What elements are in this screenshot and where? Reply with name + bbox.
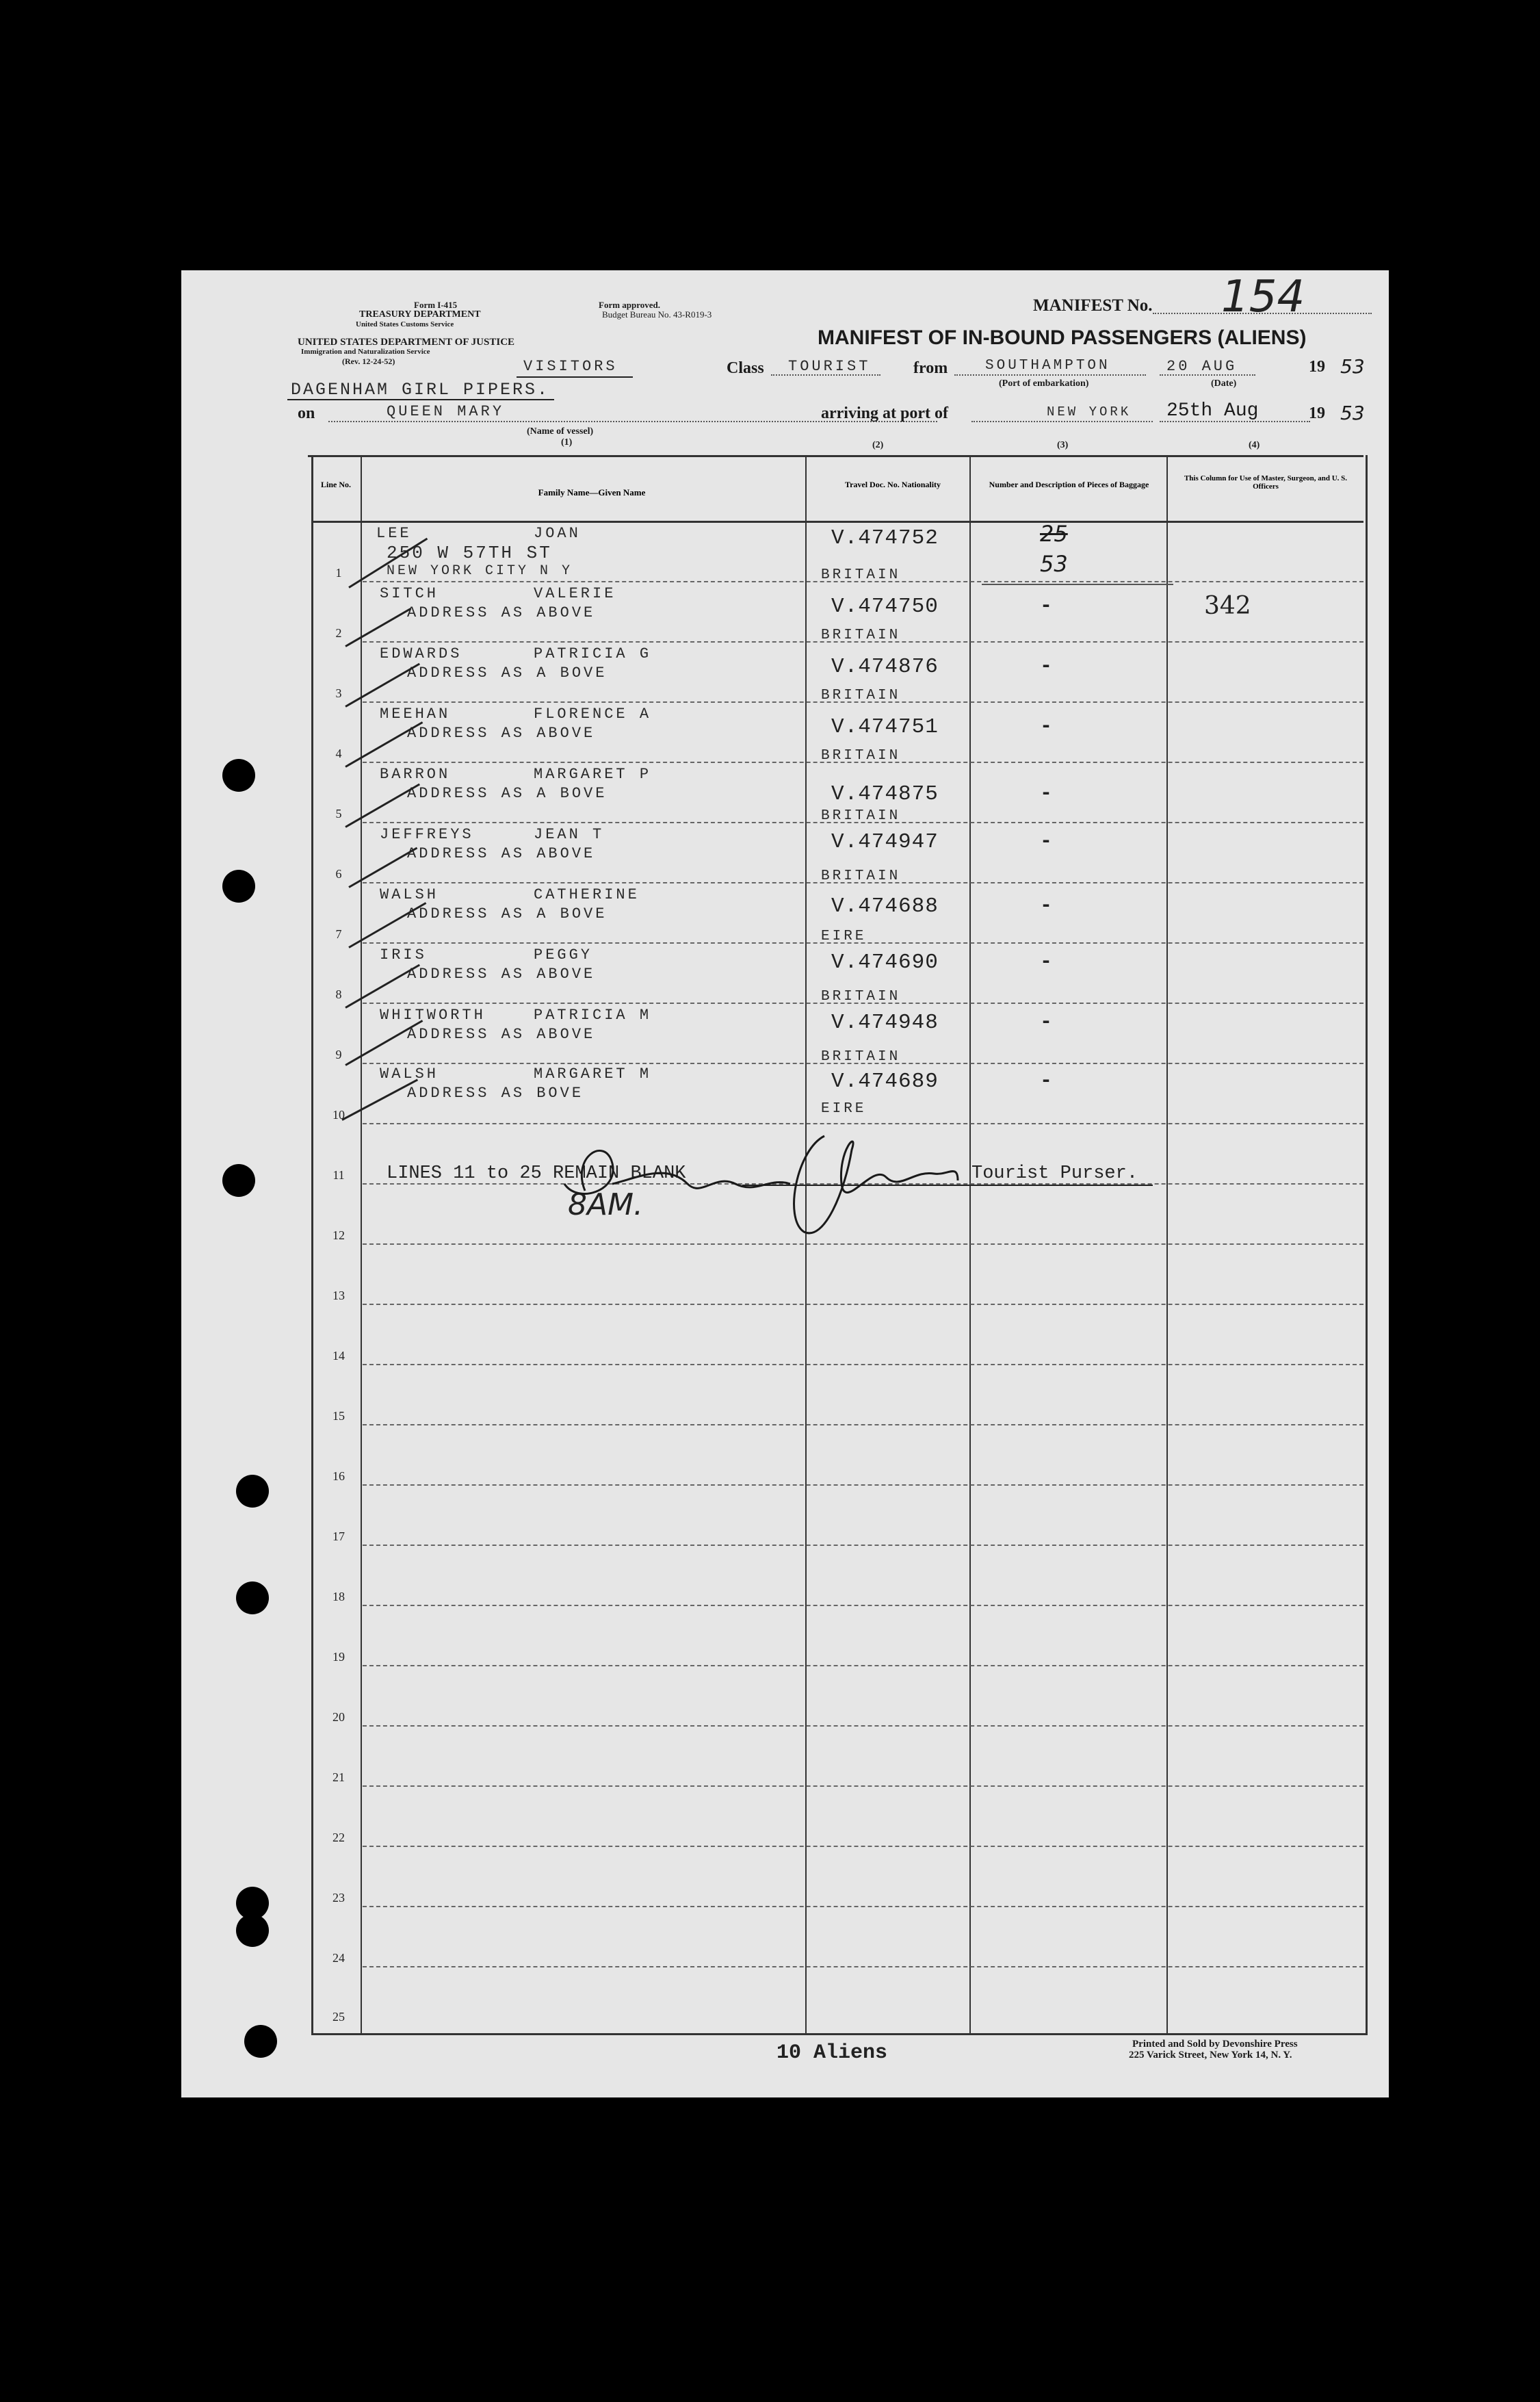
form-approved: Form approved. bbox=[599, 300, 661, 310]
nationality: BRITAIN bbox=[821, 748, 901, 764]
address-line-1: ADDRESS AS ABOVE bbox=[407, 1026, 596, 1043]
col-header-line-no: Line No. bbox=[320, 480, 351, 489]
given-name: JEAN T bbox=[534, 826, 605, 843]
port-line bbox=[971, 421, 1153, 422]
line-number: 21 bbox=[332, 1770, 345, 1784]
travel-doc-number: V.474750 bbox=[831, 595, 939, 619]
line-number: 16 bbox=[332, 1469, 345, 1483]
justice-dept: UNITED STATES DEPARTMENT OF JUSTICE bbox=[298, 337, 515, 348]
handwritten-time: 8AM. bbox=[568, 1187, 644, 1222]
address-line-1: ADDRESS AS ABOVE bbox=[407, 845, 596, 862]
punch-hole bbox=[222, 1164, 255, 1197]
nationality: BRITAIN bbox=[821, 868, 901, 884]
travel-doc-number: V.474948 bbox=[831, 1011, 939, 1035]
vessel-name: QUEEN MARY bbox=[387, 403, 505, 420]
alien-count: 10 Aliens bbox=[776, 2041, 888, 2065]
row-divider bbox=[363, 1364, 1363, 1365]
line-number: 9 bbox=[335, 1048, 342, 1061]
row-divider bbox=[363, 1785, 1363, 1787]
group-underline bbox=[287, 399, 554, 400]
line-number: 3 bbox=[335, 686, 342, 700]
family-name: EDWARDS bbox=[380, 645, 462, 662]
family-name: MEEHAN bbox=[380, 706, 451, 723]
col-num-4: (4) bbox=[1249, 440, 1260, 450]
vessel-sublabel: (Name of vessel) bbox=[527, 426, 594, 437]
nationality: BRITAIN bbox=[821, 1049, 901, 1065]
travel-doc-number: V.474690 bbox=[831, 951, 939, 974]
given-name: MARGARET P bbox=[534, 766, 652, 783]
row-divider bbox=[363, 1605, 1363, 1606]
col-header-officers: This Column for Use of Master, Surgeon, and U. S. Officers bbox=[1184, 474, 1348, 491]
family-name: SITCH bbox=[380, 585, 439, 602]
baggage-none: - bbox=[1040, 715, 1053, 738]
travel-doc-number: V.474947 bbox=[831, 830, 939, 854]
line-number: 10 bbox=[332, 1108, 345, 1122]
baggage-underline bbox=[982, 584, 1173, 585]
col-num-2: (2) bbox=[872, 440, 884, 450]
punch-hole bbox=[222, 870, 255, 903]
line-number: 6 bbox=[335, 867, 342, 881]
address-line-1: ADDRESS AS A BOVE bbox=[407, 905, 608, 922]
nationality: BRITAIN bbox=[821, 567, 901, 583]
travel-doc-number: V.474751 bbox=[831, 715, 939, 739]
col-divider-line bbox=[361, 455, 362, 2033]
ins-service: Immigration and Naturalization Service bbox=[301, 348, 430, 356]
address-line-1: ADDRESS AS A BOVE bbox=[407, 785, 608, 802]
family-name: WALSH bbox=[380, 1066, 439, 1083]
travel-doc-number: V.474752 bbox=[831, 526, 939, 550]
address-line-2: NEW YORK CITY N Y bbox=[387, 563, 573, 579]
purser-signature bbox=[530, 1109, 1023, 1245]
line-number: 17 bbox=[332, 1529, 345, 1543]
line-number: 15 bbox=[332, 1409, 345, 1423]
family-name: IRIS bbox=[380, 946, 427, 964]
travel-doc-number: V.474689 bbox=[831, 1070, 939, 1094]
on-label: on bbox=[298, 404, 315, 422]
travel-doc-number: V.474875 bbox=[831, 782, 939, 806]
date-sublabel: (Date) bbox=[1211, 378, 1237, 389]
row-divider bbox=[363, 1545, 1363, 1546]
nationality: BRITAIN bbox=[821, 989, 901, 1005]
given-name: PATRICIA G bbox=[534, 645, 652, 662]
nationality: EIRE bbox=[821, 1101, 867, 1117]
nationality: BRITAIN bbox=[821, 628, 901, 643]
row-divider bbox=[363, 1424, 1363, 1425]
baggage-count: 53 bbox=[1040, 551, 1068, 577]
baggage-count-struck: 25 bbox=[1040, 521, 1068, 547]
printer-line-1: Printed and Sold by Devonshire Press bbox=[1132, 2039, 1298, 2050]
punch-hole bbox=[236, 1914, 269, 1947]
punch-hole bbox=[236, 1475, 269, 1508]
address-line-1: ADDRESS AS BOVE bbox=[407, 1085, 584, 1102]
baggage-none: - bbox=[1040, 595, 1053, 618]
address-line-1: ADDRESS AS A BOVE bbox=[407, 664, 608, 682]
line-number: 20 bbox=[332, 1710, 345, 1724]
budget-bureau: Budget Bureau No. 43-R019-3 bbox=[602, 309, 712, 320]
class-label: Class bbox=[727, 359, 764, 377]
address-line-1: ADDRESS AS ABOVE bbox=[407, 966, 596, 983]
revision: (Rev. 12-24-52) bbox=[342, 357, 395, 366]
row-divider bbox=[363, 1906, 1363, 1907]
arrival-date: 25th Aug bbox=[1166, 400, 1259, 422]
line-number: 8 bbox=[335, 987, 342, 1001]
punch-hole bbox=[236, 1581, 269, 1614]
punch-hole bbox=[222, 759, 255, 792]
col-header-doc: Travel Doc. No. Nationality bbox=[844, 480, 941, 489]
customs-service: United States Customs Service bbox=[356, 320, 454, 328]
baggage-none: - bbox=[1040, 1070, 1053, 1093]
family-name: JEFFREYS bbox=[380, 826, 474, 843]
nationality: BRITAIN bbox=[821, 688, 901, 703]
nationality: BRITAIN bbox=[821, 808, 901, 824]
given-name: VALERIE bbox=[534, 585, 616, 602]
visitors-label: VISITORS bbox=[523, 358, 618, 375]
family-name: WHITWORTH bbox=[380, 1007, 486, 1024]
header-bottom-border bbox=[311, 521, 1363, 523]
from-label: from bbox=[913, 359, 948, 377]
travel-doc-number: V.474688 bbox=[831, 894, 939, 918]
purser-title: Tourist Purser. bbox=[971, 1163, 1138, 1184]
row-divider bbox=[363, 1846, 1363, 1847]
given-name: MARGARET M bbox=[534, 1066, 652, 1083]
manifest-page bbox=[181, 270, 1389, 2097]
line-number: 14 bbox=[332, 1349, 345, 1363]
form-number: Form I-415 bbox=[414, 300, 458, 310]
given-name: CATHERINE bbox=[534, 886, 640, 903]
from-line bbox=[954, 374, 1146, 376]
from-sublabel: (Port of embarkation) bbox=[999, 378, 1089, 389]
vessel-col-num: (1) bbox=[561, 437, 573, 448]
departure-date: 20 AUG bbox=[1166, 358, 1238, 375]
line-number: 4 bbox=[335, 747, 342, 760]
family-name: LEE bbox=[376, 525, 412, 542]
year-prefix: 19 bbox=[1309, 358, 1325, 376]
row-divider bbox=[363, 1484, 1363, 1486]
line-number: 23 bbox=[332, 1891, 345, 1904]
address-line-1: 250 W 57TH ST bbox=[387, 543, 552, 563]
line-number: 2 bbox=[335, 626, 342, 640]
arrival-port: NEW YORK bbox=[1047, 404, 1132, 419]
manifest-no-label: MANIFEST No. bbox=[1033, 296, 1153, 315]
address-line-1: ADDRESS AS ABOVE bbox=[407, 604, 596, 621]
given-name: JOAN bbox=[534, 525, 581, 542]
baggage-none: - bbox=[1040, 830, 1053, 853]
line-number: 18 bbox=[332, 1590, 345, 1603]
baggage-none: - bbox=[1040, 951, 1053, 974]
year-prefix-2: 19 bbox=[1309, 404, 1325, 422]
line-number: 22 bbox=[332, 1831, 345, 1844]
year-2: 53 bbox=[1340, 402, 1365, 424]
year-1: 53 bbox=[1340, 355, 1365, 378]
punch-hole bbox=[244, 2025, 277, 2058]
manifest-title: MANIFEST OF IN-BOUND PASSENGERS (ALIENS) bbox=[818, 326, 1307, 349]
row-divider bbox=[363, 1665, 1363, 1666]
row-divider bbox=[363, 1304, 1363, 1305]
line-number: 25 bbox=[332, 2010, 345, 2024]
line-number: 5 bbox=[335, 807, 342, 821]
line-number: 19 bbox=[332, 1650, 345, 1664]
officer-note: 342 bbox=[1204, 592, 1251, 620]
given-name: FLORENCE A bbox=[534, 706, 652, 723]
col-header-baggage: Number and Description of Pieces of Baggage bbox=[989, 480, 1149, 489]
line-number: 7 bbox=[335, 927, 342, 941]
family-name: WALSH bbox=[380, 886, 439, 903]
baggage-none: - bbox=[1040, 782, 1053, 805]
from-value: SOUTHAMPTON bbox=[985, 358, 1110, 374]
baggage-none: - bbox=[1040, 894, 1053, 918]
row-divider bbox=[363, 1725, 1363, 1727]
line-number: 13 bbox=[332, 1289, 345, 1302]
row-divider bbox=[363, 1966, 1363, 1967]
baggage-none: - bbox=[1040, 655, 1053, 678]
nationality: EIRE bbox=[821, 929, 867, 944]
group-name: DAGENHAM GIRL PIPERS. bbox=[291, 380, 550, 400]
travel-doc-number: V.474876 bbox=[831, 655, 939, 679]
printer-line-2: 225 Varick Street, New York 14, N. Y. bbox=[1129, 2050, 1292, 2061]
col-header-name: Family Name—Given Name bbox=[538, 487, 646, 498]
visitors-underline bbox=[517, 376, 633, 378]
address-line-1: ADDRESS AS ABOVE bbox=[407, 725, 596, 742]
arriving-label: arriving at port of bbox=[821, 404, 948, 422]
line-number: 24 bbox=[332, 1951, 345, 1965]
col-num-3: (3) bbox=[1057, 440, 1069, 450]
given-name: PEGGY bbox=[534, 946, 593, 964]
given-name: PATRICIA M bbox=[534, 1007, 652, 1024]
baggage-none: - bbox=[1040, 1011, 1053, 1034]
line-number: 12 bbox=[332, 1228, 345, 1242]
manifest-number: 154 bbox=[1221, 272, 1305, 322]
class-value: TOURIST bbox=[788, 358, 871, 375]
line-number: 11 bbox=[332, 1168, 345, 1182]
treasury-dept: TREASURY DEPARTMENT bbox=[359, 309, 481, 320]
family-name: BARRON bbox=[380, 766, 451, 783]
line-number: 1 bbox=[335, 566, 342, 580]
remain-blank-note: LINES 11 to 25 REMAIN BLANK bbox=[387, 1163, 686, 1184]
